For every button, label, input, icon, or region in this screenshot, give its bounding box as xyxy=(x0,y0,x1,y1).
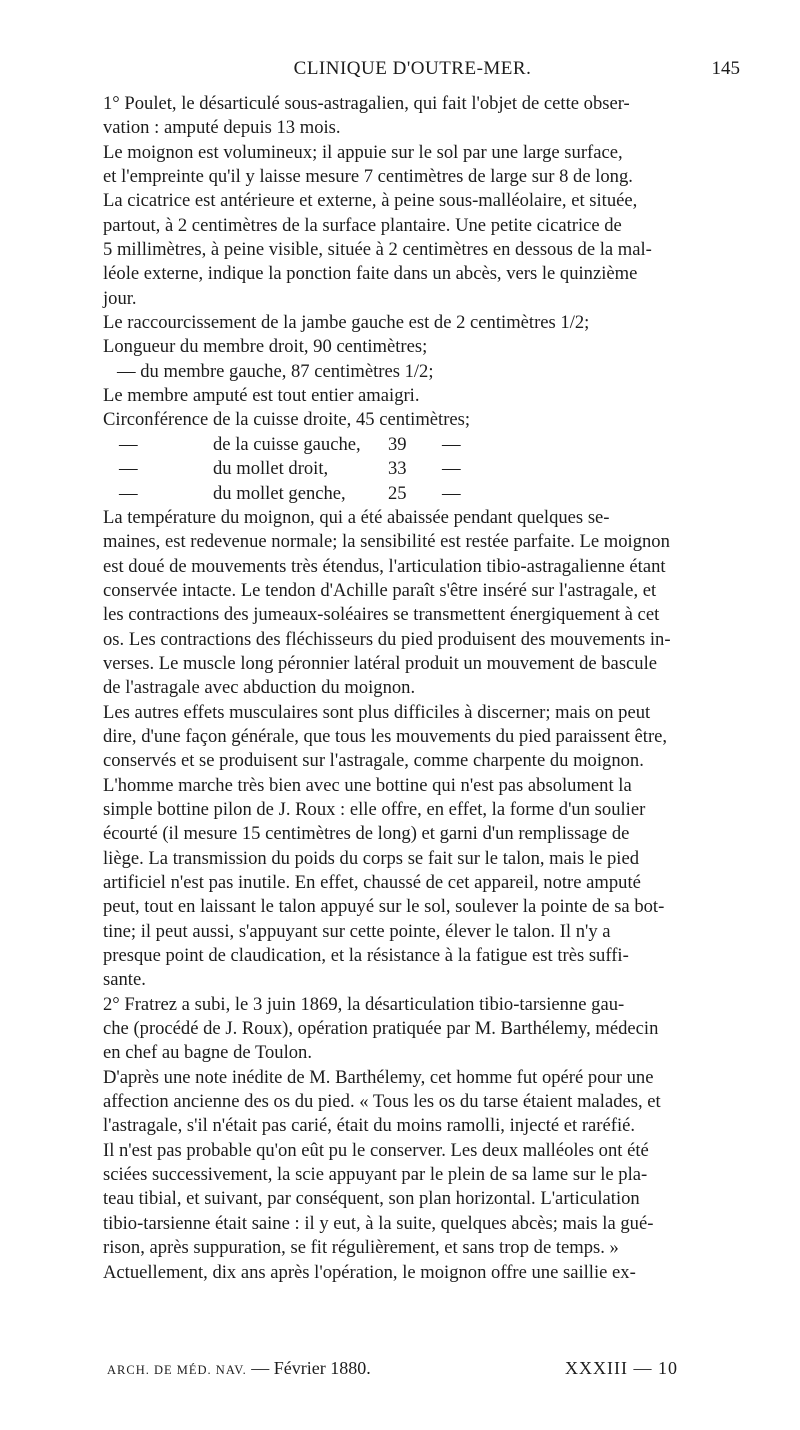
measurement-dash: — xyxy=(119,482,138,504)
page-number: 145 xyxy=(711,58,740,79)
measurement-dash: — xyxy=(119,458,138,480)
paragraph-2 xyxy=(85,141,740,311)
text-line: rison, après suppuration, se fit régulièrement, et sans trop de temps. » xyxy=(103,1237,619,1259)
text-line: de l'astragale avec abduction du moignon. xyxy=(103,677,416,699)
text-line: 2° Fratrez a subi, le 3 juin 1869, la désarticulation tibio-tarsienne gau- xyxy=(103,993,625,1015)
text-line: en chef au bagne de Toulon. xyxy=(103,1042,313,1064)
paragraph-12 xyxy=(85,1261,740,1285)
paragraph-6 xyxy=(85,384,740,408)
text-line: écourté (il mesure 15 centimètres de long) et garni d'un remplissage de xyxy=(103,823,630,845)
text-line: tine; il peut aussi, s'appuyant sur cette pointe, élever le talon. Il n'y a xyxy=(103,920,611,942)
text-line: liège. La transmission du poids du corps se fait sur le talon, mais le pied xyxy=(103,847,640,869)
text-line: sante. xyxy=(103,969,146,991)
measurement-table xyxy=(85,433,740,506)
measurement-row xyxy=(85,482,740,506)
text-line: Le membre amputé est tout entier amaigri. xyxy=(103,385,420,407)
text-line: est doué de mouvements très étendus, l'articulation tibio-astragalienne étant xyxy=(103,555,666,577)
paragraph-3 xyxy=(85,311,740,335)
measurement-dash: — xyxy=(119,433,138,455)
measurement-label: de la cuisse gauche, xyxy=(213,433,361,455)
text-line: et l'empreinte qu'il y laisse mesure 7 centimètres de large sur 8 de long. xyxy=(103,166,633,188)
text-line: conservés et se produisent sur l'astragale, comme charpente du moignon. xyxy=(103,750,644,772)
journal-abbrev: ARCH. DE MÉD. NAV. xyxy=(107,1363,247,1377)
measurement-ditto: — xyxy=(442,433,461,455)
text-line: affection ancienne des os du pied. « Tous les os du tarse étaient malades, et xyxy=(103,1091,661,1113)
text-line: Les autres effets musculaires sont plus difficiles à discerner; mais on peut xyxy=(103,701,651,723)
text-line: Le moignon est volumineux; il appuie sur le sol par une large surface, xyxy=(103,141,623,163)
signature-mark: XXXIII — 10 xyxy=(565,1358,678,1378)
text-line: 1° Poulet, le désarticulé sous-astragalien, qui fait l'objet de cette obser- xyxy=(103,93,630,114)
text-line: simple bottine pilon de J. Roux : elle offre, en effet, la forme d'un soulier xyxy=(103,798,646,820)
journal-reference xyxy=(107,1358,371,1379)
paragraph-8 xyxy=(85,506,740,701)
measurement-label: du mollet droit, xyxy=(213,458,329,480)
journal-date: — Février 1880. xyxy=(251,1358,371,1378)
text-line: conservée intacte. Le tendon d'Achille paraît s'être inséré sur l'astragale, et xyxy=(103,579,657,601)
measurement-ditto: — xyxy=(442,458,461,480)
text-line: — du membre gauche, 87 centimètres 1/2; xyxy=(117,360,434,382)
text-line: os. Les contractions des fléchisseurs du pied produisent des mouvements in- xyxy=(103,628,671,650)
paragraph-10 xyxy=(85,993,740,1066)
paragraph-9 xyxy=(85,701,740,993)
text-line: l'astragale, s'il n'était pas carié, était du moins ramolli, injecté et raréfié. xyxy=(103,1115,636,1137)
text-line: L'homme marche très bien avec une bottine qui n'est pas absolument la xyxy=(103,774,632,796)
text-line: Actuellement, dix ans après l'opération, le moignon offre une saillie ex- xyxy=(103,1261,636,1283)
measurement-ditto: — xyxy=(442,482,461,504)
text-line: jour. xyxy=(103,287,137,309)
measurement-row xyxy=(85,457,740,481)
page-header xyxy=(85,58,740,84)
text-line: Longueur du membre droit, 90 centimètres; xyxy=(103,336,428,358)
running-title: CLINIQUE D'OUTRE-MER. xyxy=(293,58,532,79)
text-line: Circonférence de la cuisse droite, 45 centimètres; xyxy=(103,409,471,431)
text-line: tibio-tarsienne était saine : il y eut, à la suite, quelques abcès; mais la gué- xyxy=(103,1212,654,1234)
text-line: maines, est redevenue normale; la sensibilité est restée parfaite. Le moignon xyxy=(103,531,670,553)
text-line: verses. Le muscle long péronnier latéral produit un mouvement de bascule xyxy=(103,652,658,674)
measurement-value: 25 xyxy=(388,482,407,504)
text-line: La température du moignon, qui a été abaissée pendant quelques se- xyxy=(103,506,610,528)
text-line: Il n'est pas probable qu'on eût pu le conserver. Les deux malléoles ont été xyxy=(103,1139,649,1161)
measurement-row xyxy=(85,433,740,457)
text-line: partout, à 2 centimètres de la surface plantaire. Une petite cicatrice de xyxy=(103,214,622,236)
text-line: teau tibial, et suivant, par conséquent, son plan horizontal. L'articulation xyxy=(103,1188,640,1210)
paragraph-7 xyxy=(85,408,740,432)
text-line: La cicatrice est antérieure et externe, à peine sous-malléolaire, et située, xyxy=(103,190,638,212)
text-line: sciées successivement, la scie appuyant par le plein de sa lame sur le pla- xyxy=(103,1164,648,1186)
paragraph-11 xyxy=(85,1066,740,1261)
text-line: les contractions des jumeaux-soléaires se transmettent énergiquement à cet xyxy=(103,604,660,626)
text-line: dire, d'une façon générale, que tous les mouvements du pied paraissent être, xyxy=(103,725,668,747)
text-line: 5 millimètres, à peine visible, située à 2 centimètres en dessous de la mal- xyxy=(103,239,652,261)
paragraph-4 xyxy=(85,335,740,359)
page-footer xyxy=(85,1358,740,1386)
measurement-value: 33 xyxy=(388,458,407,480)
measurement-label: du mollet genche, xyxy=(213,482,346,504)
paragraph-5 xyxy=(85,360,740,384)
paragraph-1 xyxy=(85,92,740,141)
body-text xyxy=(85,92,740,1285)
text-line: léole externe, indique la ponction faite dans un abcès, vers le quinzième xyxy=(103,263,638,285)
measurement-value: 39 xyxy=(388,433,407,455)
text-line: D'après une note inédite de M. Barthélemy, cet homme fut opéré pour une xyxy=(103,1066,654,1088)
text-line: Le raccourcissement de la jambe gauche est de 2 centimètres 1/2; xyxy=(103,312,590,334)
text-line: peut, tout en laissant le talon appuyé sur le sol, soulever la pointe de sa bot- xyxy=(103,896,665,918)
text-line: artificiel n'est pas inutile. En effet, chaussé de cet appareil, notre amputé xyxy=(103,872,641,893)
text-line: presque point de claudication, et la résistance à la fatigue est très suffi- xyxy=(103,945,629,967)
text-line: vation : amputé depuis 13 mois. xyxy=(103,117,341,139)
text-line: che (procédé de J. Roux), opération pratiquée par M. Barthélemy, médecin xyxy=(103,1018,659,1040)
